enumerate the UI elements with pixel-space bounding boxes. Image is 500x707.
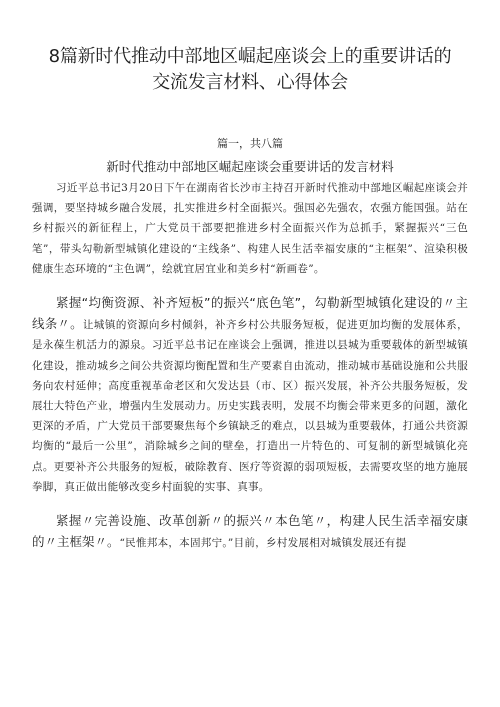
paragraph-1-body: 习近平总书记3月20日下午在湖南省长沙市主持召开新时代推动中部地区崛起座谈会并强调，要坚持城乡融合发展，扎实推进乡村全面振兴。强国必先强农，农强方能国强。站在乡村振兴的新征程上，广大党员干部要把推进乡村全面振兴作为总抓手，紧握振兴“三色笔”，带头勾勒新型城镇化建设的“主线条”、构建人民生活幸福安康的“主框架”、渲染积极健康生态环境的“主色调”，绘就宜居宜业和美乡村“新画卷”。 bbox=[32, 182, 468, 275]
paragraph-2 bbox=[32, 293, 468, 497]
title-line-1: 8篇新时代推动中部地区崛起座谈会上的重要讲话的 bbox=[48, 46, 452, 67]
paragraph-2-lead: 紧握“均衡资源、补齐短板”的振兴“底色笔”，勾勒新型城镇化建设的〃主线条〃。 bbox=[32, 295, 468, 332]
paragraph-3-body: “民惟邦本，本固邦宁。”目前，乡村发展相对城镇发展还有提 bbox=[119, 537, 407, 550]
title-line-2: 交流发言材料、心得体会 bbox=[152, 72, 348, 93]
paragraph-3 bbox=[32, 511, 468, 553]
article-title: 新时代推动中部地区崛起座谈会重要讲话的发言材料 bbox=[106, 159, 394, 174]
document-title bbox=[32, 0, 468, 96]
section-subhead: 篇一，共八篇 bbox=[217, 137, 283, 150]
paragraph-1 bbox=[32, 178, 468, 279]
paragraph-3-lead: 紧握〃完善设施、改革创新〃的振兴〃本色笔〃，构建人民生活幸福安康的〃主框架〃。 bbox=[32, 513, 468, 550]
paragraph-2-body: 让城镇的资源向乡村倾斜，补齐乡村公共服务短板，促进更加均衡的发展体系，是永葆生机活力的源泉。习近平总书记在座谈会上强调，推进以县城为重要载体的新型城镇化建设，推动城乡之间公共资源均衡配置和生产要素自由流动，推动城市基础设施和公共服务向农村延伸；高度重视革命老区和欠发达县（市、区）振兴发展，补齐公共服务短板，发展壮大特色产业，增强内生发展动力。历史实践表明，发展不均衡会带来更多的问题，激化更深的矛盾，广大党员干部要聚焦每个乡镇缺乏的难点，以县城为重要载体，打通公共资源均衡的“最后一公里”，消除城乡之间的壁垒，打造出一片特色的、可复制的新型城镇化亮点。更要补齐公共服务的短板，破除教育、医疗等资源的弱项短板，去需要攻坚的地方施展拳脚，真正做出能够改变乡村面貌的实事、真事。 bbox=[32, 319, 468, 493]
